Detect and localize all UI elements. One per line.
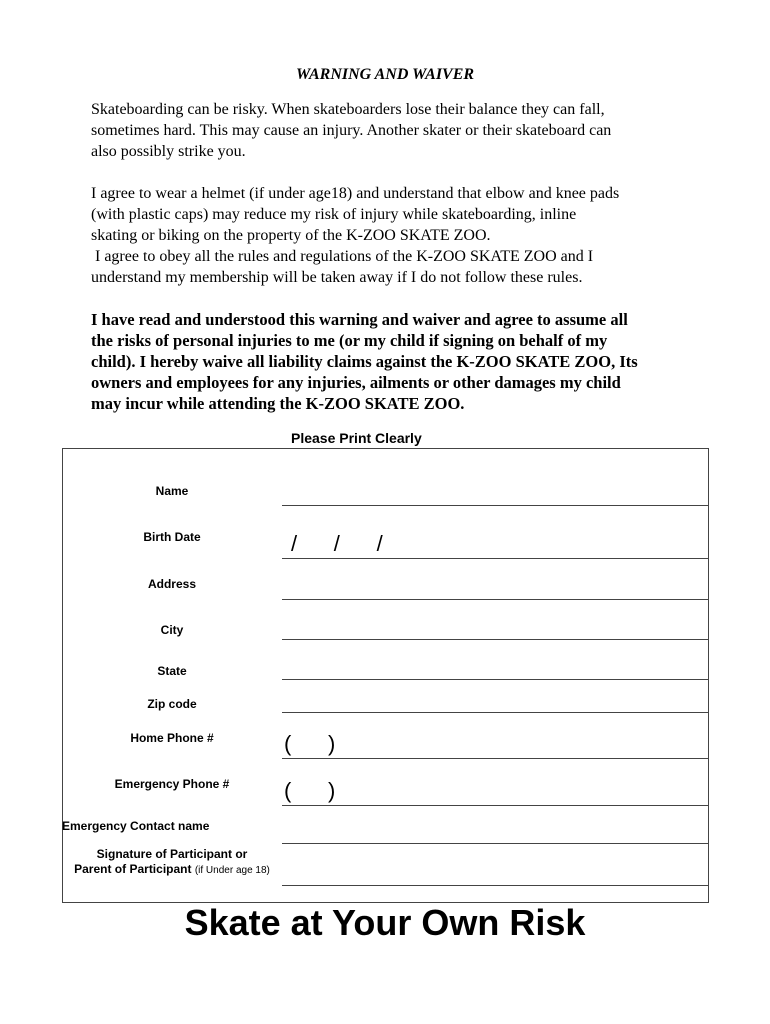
- emergency-contact-label: Emergency Contact name: [62, 819, 210, 833]
- name-label: Name: [155, 484, 189, 498]
- home-phone-label: Home Phone #: [130, 731, 214, 745]
- birth-date-field[interactable]: [282, 558, 709, 559]
- risk-paragraph: [91, 99, 691, 162]
- address-field[interactable]: [282, 599, 709, 600]
- waiver-line-5: may incur while attending the K-ZOO SKATE ZOO.: [91, 394, 465, 413]
- risk-line-2: sometimes hard. This may cause an injury. Another skater or their skateboard can: [91, 122, 612, 139]
- agreement-line-1: I agree to wear a helmet (if under age18) and understand that elbow and knee pads: [91, 185, 620, 202]
- emergency-phone-area-code-parens: ( ): [284, 778, 336, 803]
- agreement-line-2: (with plastic caps) may reduce my risk of injury while skateboarding, inline: [91, 206, 577, 223]
- emergency-contact-field[interactable]: [282, 843, 709, 844]
- home-phone-field[interactable]: [282, 758, 709, 759]
- zip-code-label: Zip code: [147, 697, 197, 711]
- emergency-phone-field[interactable]: [282, 805, 709, 806]
- home-phone-area-code-parens: ( ): [284, 731, 336, 756]
- waiver-line-2: the risks of personal injuries to me (or my child if signing on behalf of my: [91, 331, 608, 350]
- risk-line-1: Skateboarding can be risky. When skateboarders lose their balance they can fall,: [91, 101, 605, 118]
- birth-date-separators: / / /: [291, 531, 383, 556]
- state-label: State: [157, 664, 187, 678]
- city-label: City: [160, 623, 184, 637]
- signature-label-line-1: Signature of Participant or: [96, 847, 248, 861]
- agreement-line-3: skating or biking on the property of the K-ZOO SKATE ZOO.: [91, 227, 491, 244]
- agreement-paragraph: [91, 183, 691, 288]
- waiver-paragraph: [91, 309, 681, 414]
- waiver-line-4: owners and employees for any injuries, ailments or other damages my child: [91, 373, 621, 392]
- name-field[interactable]: [282, 505, 709, 506]
- birth-date-label: Birth Date: [143, 530, 201, 544]
- emergency-phone-label: Emergency Phone #: [114, 777, 230, 791]
- waiver-line-3: child). I hereby waive all liability claims against the K-ZOO SKATE ZOO, Its: [91, 352, 638, 371]
- address-label: Address: [147, 577, 197, 591]
- waiver-line-1: I have read and understood this warning and waiver and agree to assume all: [91, 310, 628, 329]
- zip-code-field[interactable]: [282, 712, 709, 713]
- agreement-line-4: I agree to obey all the rules and regulations of the K-ZOO SKATE ZOO and I: [91, 248, 594, 265]
- signature-label-text: Parent of Participant: [74, 862, 192, 876]
- agreement-line-5: understand my membership will be taken away if I do not follow these rules.: [91, 269, 583, 286]
- skate-at-your-own-risk-slogan: Skate at Your Own Risk: [184, 902, 586, 943]
- print-clearly-heading: Please Print Clearly: [291, 430, 422, 446]
- page-title: WARNING AND WAIVER: [295, 66, 475, 83]
- state-field[interactable]: [282, 679, 709, 680]
- signature-label-line-2: [62, 862, 282, 876]
- signature-age-note: (if Under age 18): [194, 865, 270, 876]
- city-field[interactable]: [282, 639, 709, 640]
- signature-field[interactable]: [282, 885, 709, 886]
- risk-line-3: also possibly strike you.: [91, 143, 246, 160]
